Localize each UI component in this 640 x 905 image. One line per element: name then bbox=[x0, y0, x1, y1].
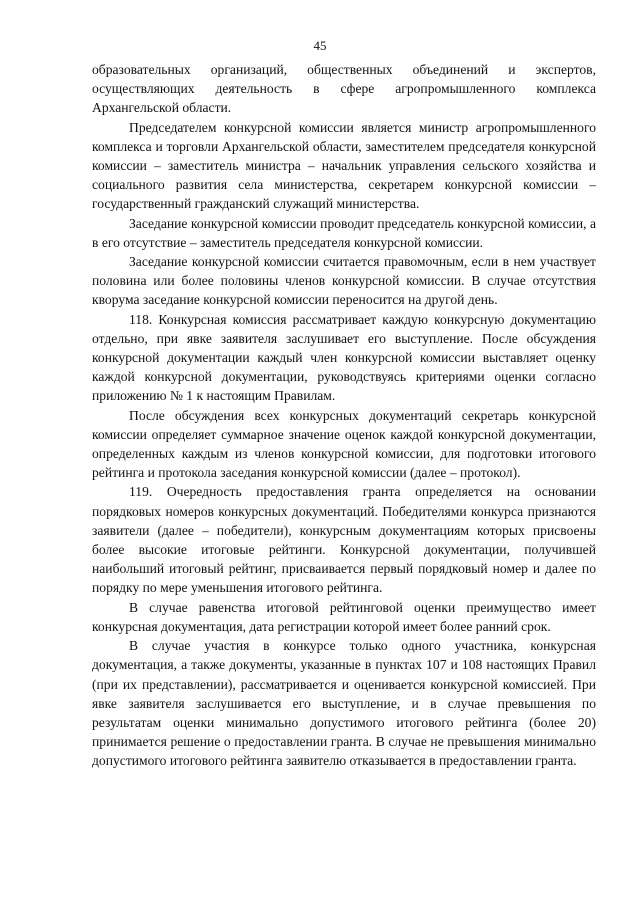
paragraph-single-participant: В случае участия в конкурсе только одного участника, конкурсная документация, а также документы, указанные в пунктах 107 и 108 настоящих Правил (при их представлении), рассматривается и оценивается конкурсной комиссией. При явке заявителя заслушивается его выступление, и в случае превышения по результатам оценки минимально допустимого итогового рейтинга (более 20) принимается решение о предоставлении гранта. В случае не превышения минимально допустимого итогового рейтинга заявителю отказывается в предоставлении гранта. bbox=[92, 638, 596, 769]
paragraph-meeting-conduct: Заседание конкурсной комиссии проводит председатель конкурсной комиссии, а в его отсутствие – заместитель председателя конкурсной комиссии. bbox=[92, 215, 596, 250]
paragraph-119: 119. Очередность предоставления гранта определяется на основании порядковых номеров конкурсных документаций. Победителями конкурса признаются заявители (далее – победители), конкурсным документациям которых присвоены более высокие итоговые рейтинги. Конкурсной документации, получившей наибольший итоговый рейтинг, присваивается первый порядковый номер и далее по порядку по мере уменьшения итогового рейтинга. bbox=[92, 484, 596, 596]
paragraph-scoring: После обсуждения всех конкурсных документаций секретарь конкурсной комиссии определяет суммарное значение оценок каждой конкурсной документации, определенных каждым из членов конкурсной комиссии, для подготовки итогового рейтинга и протокола заседания конкурсной комиссии (далее – протокол). bbox=[92, 407, 596, 481]
paragraph-118: 118. Конкурсная комиссия рассматривает каждую конкурсную документацию отдельно, при явке заявителя заслушивает его выступление. После обсуждения конкурсной документации каждый член конкурсной комиссии выставляет оценку каждой конкурсной документации, руководствуясь критериями оценки согласно приложению № 1 к настоящим Правилам. bbox=[92, 311, 596, 404]
page-number: 45 bbox=[313, 38, 327, 53]
paragraph-commission-chair: Председателем конкурсной комиссии является министр агропромышленного комплекса и торговли Архангельской области, заместителем председателя конкурсной комиссии – заместитель министра – начальник управления сельского хозяйства и социального развития села министерства, секретарем конкурсной комиссии – государственный гражданский служащий министерства. bbox=[92, 119, 596, 212]
paragraph-quorum: Заседание конкурсной комиссии считается правомочным, если в нем участвует половина или более половины членов конкурсной комиссии. В случае отсутствия кворума заседание конкурсной комиссии переносится на другой день. bbox=[92, 254, 596, 308]
paragraph-tie-break: В случае равенства итоговой рейтинговой оценки преимущество имеет конкурсная документация, дата регистрации которой имеет более ранний срок. bbox=[92, 599, 596, 634]
document-body bbox=[92, 60, 596, 771]
paragraph-continuation: образовательных организаций, общественных объединений и экспертов, осуществляющих деятельность в сфере агропромышленного комплекса Архангельской области. bbox=[92, 62, 596, 116]
